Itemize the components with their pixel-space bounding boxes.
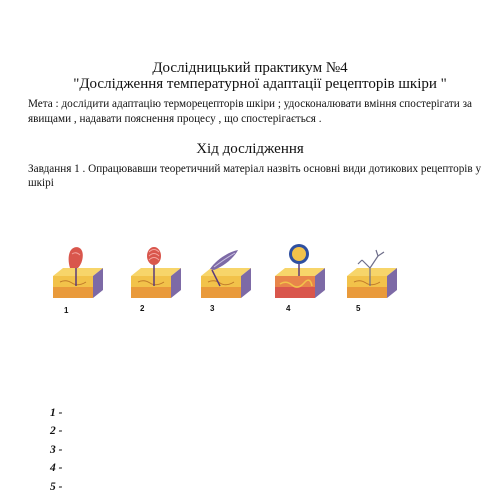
figure-number: 4 bbox=[286, 304, 291, 313]
page-subtitle: "Дослідження температурної адаптації рецепторів шкіри " bbox=[73, 76, 447, 92]
answer-line-1: 1 - bbox=[50, 407, 63, 419]
figure-number: 2 bbox=[140, 304, 145, 313]
answer-line-4: 4 - bbox=[50, 462, 63, 475]
figure-number: 3 bbox=[210, 304, 215, 313]
answer-line-2: 2 - bbox=[50, 425, 63, 438]
receptor-figure-1 bbox=[50, 242, 110, 315]
skin-free-nerve-ending-icon bbox=[344, 242, 404, 304]
aim-paragraph: Мета : дослідити адаптацію терморецепторів шкіри ; удосконалювати вміння спостерігати за явищами , надавати пояснення процесу , що спостерігається . bbox=[28, 98, 472, 125]
receptor-figure-3 bbox=[198, 242, 258, 313]
answer-line-5: 5 - bbox=[50, 480, 63, 493]
figure-number: 5 bbox=[356, 304, 361, 313]
answer-line-3: 3 - bbox=[50, 443, 63, 456]
receptor-figure-4 bbox=[272, 242, 332, 313]
figure-number: 1 bbox=[64, 306, 69, 315]
receptor-figure-5 bbox=[344, 242, 404, 313]
skin-receptor-disc-icon bbox=[272, 242, 332, 304]
section-heading: Хід дослідження bbox=[196, 141, 304, 157]
skin-receptor-bulb-icon bbox=[50, 242, 110, 304]
task-paragraph: Завдання 1 . Опрацювавши теоретичний матеріал назвіть основні види дотикових рецепторів у шкірі bbox=[28, 163, 482, 189]
skin-receptor-elongated-icon bbox=[198, 242, 258, 304]
receptor-figure-2 bbox=[128, 242, 188, 313]
skin-receptor-onion-icon bbox=[128, 242, 188, 304]
answer-list bbox=[50, 404, 62, 496]
page-title: Дослідницький практикум №4 bbox=[152, 60, 348, 76]
